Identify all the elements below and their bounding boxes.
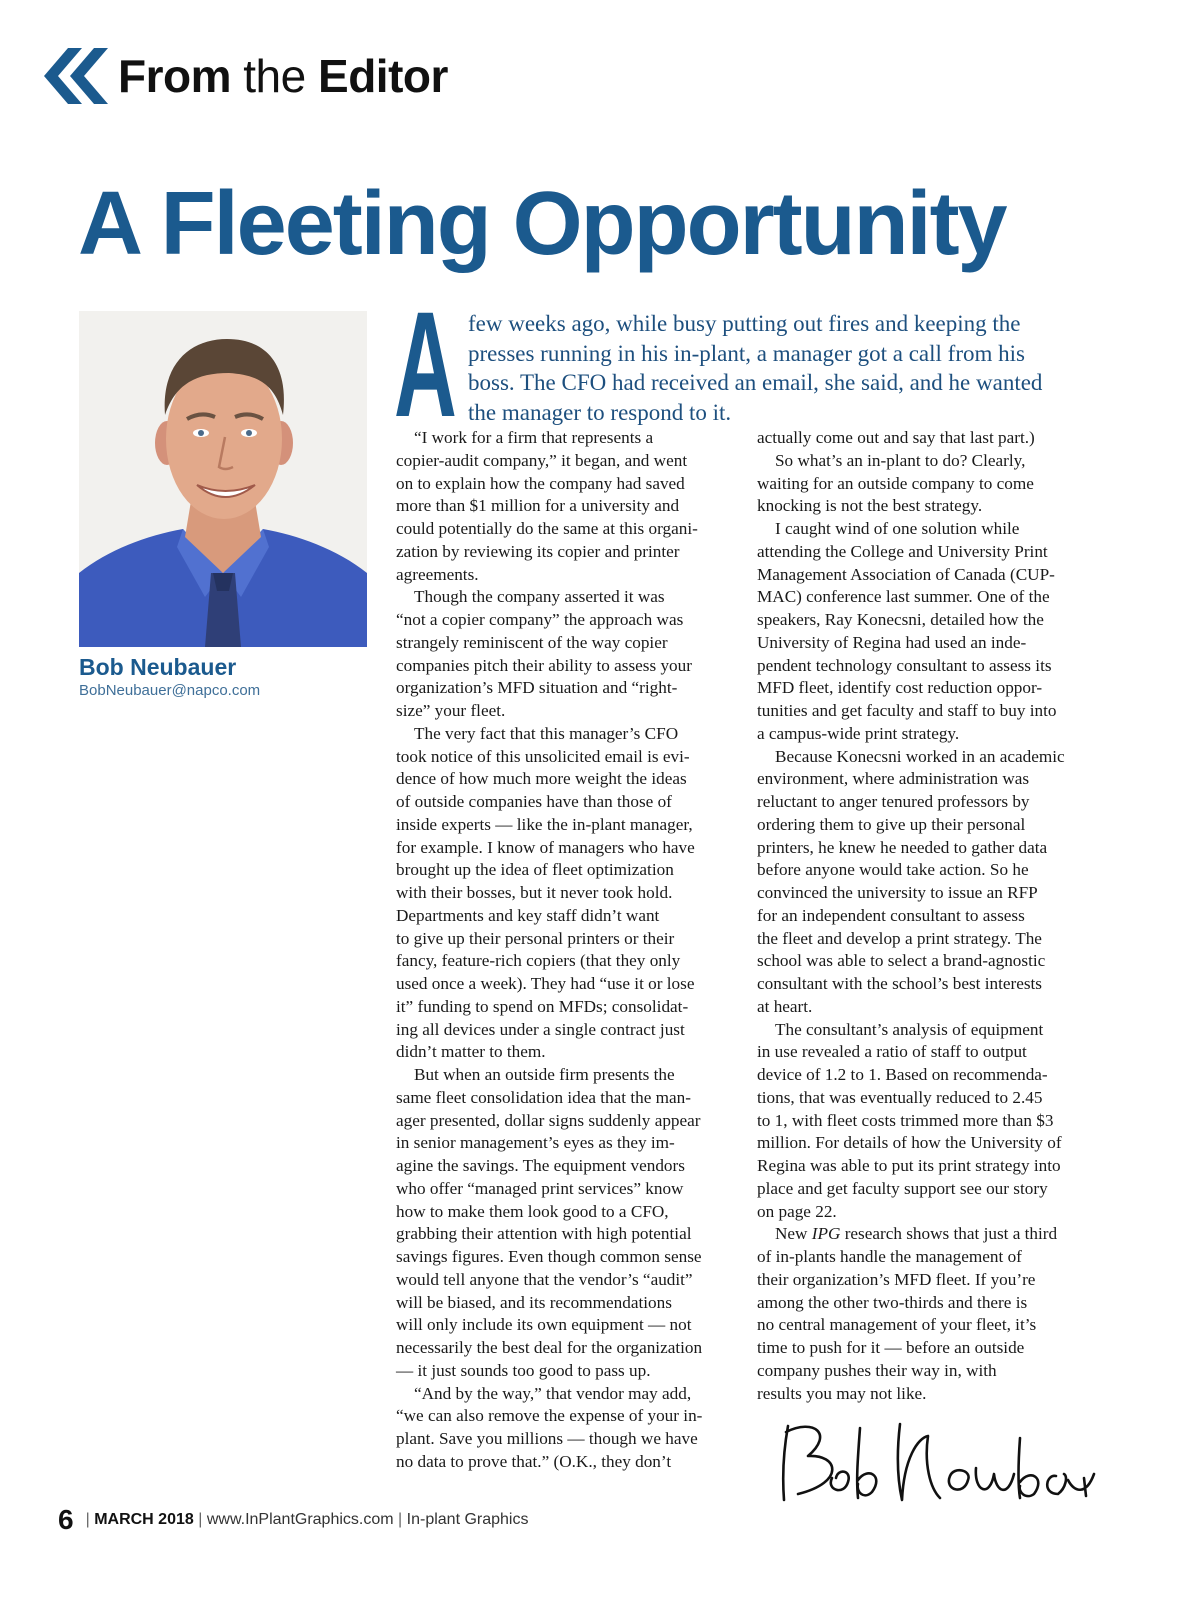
body-text-line: of outside companies have than those of	[396, 792, 672, 811]
body-column-2	[757, 427, 1102, 1405]
body-text-line: convinced the university to issue an RFP	[757, 883, 1038, 902]
body-text-line: before anyone would take action. So he	[757, 860, 1029, 880]
body-text-line: University of Regina had used an inde-	[757, 632, 1027, 652]
body-text-line: who offer “managed print services” know	[396, 1178, 684, 1198]
body-text-line: environment, where administration was	[757, 769, 1030, 789]
body-text-line: in senior management’s eyes as they im-	[396, 1133, 675, 1153]
body-text-line: size” your fleet.	[396, 701, 506, 720]
body-text-line: MAC) conference last summer. One of the	[757, 587, 1050, 607]
intro-line: few weeks ago, while busy putting out fires and keeping the	[468, 311, 1021, 336]
body-text-line: The consultant’s analysis of equipment	[775, 1019, 1044, 1039]
body-text-line: agine the savings. The equipment vendors	[396, 1156, 685, 1175]
body-text-line: attending the College and University Print	[757, 541, 1048, 561]
body-text-line: fancy, feature-rich copiers (that they only	[396, 951, 681, 971]
body-text-line: used once a week). They had “use it or lose	[396, 974, 695, 993]
body-text-line: in use revealed a ratio of staff to output	[757, 1042, 1027, 1062]
page-number: 6	[58, 1504, 74, 1535]
body-text-line: consultant with the school’s best interests	[757, 974, 1042, 993]
body-text-line: more than $1 million for a university and	[396, 496, 680, 516]
body-text-line: school was able to select a brand-agnostic	[757, 951, 1046, 971]
body-text-line: knocking is not the best strategy.	[757, 496, 983, 516]
body-text-line: how to make them look good to a CFO,	[396, 1201, 669, 1221]
website-link[interactable]: www.InPlantGraphics.com	[206, 1511, 394, 1528]
body-text-line: strangely reminiscent of the way copier	[396, 632, 668, 652]
intro-line: the manager to respond to it.	[468, 399, 732, 425]
body-text-line: their organization’s MFD fleet. If you’re	[757, 1269, 1036, 1289]
body-text-line: — it just sounds too good to pass up.	[396, 1360, 651, 1380]
footer-separator: |	[85, 1511, 90, 1528]
body-text-line: actually come out and say that last part.)	[757, 428, 1035, 447]
body-text-line: place and get faculty support see our story	[757, 1178, 1048, 1198]
body-text-line: took notice of this unsolicited email is evi-	[396, 746, 690, 766]
body-text-line: Though the company asserted it was	[414, 587, 665, 607]
body-column-1	[396, 427, 736, 1474]
body-text-line: among the other two-thirds and there is	[757, 1292, 1028, 1312]
body-text-line: tunities and get faculty and staff to buy into	[757, 701, 1057, 720]
body-text-line: the fleet and develop a print strategy. The	[757, 928, 1042, 948]
body-text-line: waiting for an outside company to come	[757, 473, 1034, 493]
publication-name: In-plant Graphics	[406, 1511, 529, 1528]
section-header	[42, 46, 448, 106]
body-text-line: Because Konecsni worked in an academic	[775, 746, 1065, 766]
body-text-line: copier-audit company,” it began, and went	[396, 450, 688, 470]
body-text-line: a campus-wide print strategy.	[757, 723, 960, 743]
body-text-line: for example. I know of managers who have	[396, 837, 695, 857]
drop-cap: A	[394, 280, 457, 448]
body-text-line: million. For details of how the University of	[757, 1133, 1062, 1153]
body-text-line: ing all devices under a single contract just	[396, 1019, 685, 1039]
body-text-line: on to explain how the company had saved	[396, 473, 685, 493]
body-text-line: time to push for it — before an outside	[757, 1338, 1025, 1357]
body-text-line: device of 1.2 to 1. Based on recommenda-	[757, 1065, 1048, 1084]
body-text-line: savings figures. Even though common sense	[396, 1247, 702, 1266]
author-photo	[79, 311, 367, 647]
footer-separator: |	[198, 1511, 203, 1528]
body-text-line: would tell anyone that the vendor’s “audit”	[396, 1269, 693, 1289]
body-text-line: Regina was able to put its print strategy into	[757, 1156, 1061, 1175]
body-text-line: speakers, Ray Konecsni, detailed how the	[757, 610, 1044, 629]
author-signature	[768, 1418, 1098, 1508]
body-text-line: MFD fleet, identify cost reduction oppor-	[757, 678, 1043, 698]
body-text-line: The very fact that this manager’s CFO	[414, 723, 679, 743]
body-text-line: will be biased, and its recommendations	[396, 1292, 672, 1312]
body-text-line: dence of how much more weight the ideas	[396, 769, 687, 789]
page-footer	[58, 1498, 528, 1542]
article-intro	[468, 309, 1108, 427]
body-text-line: Management Association of Canada (CUP-	[757, 564, 1055, 584]
body-text-line: results you may not like.	[757, 1383, 927, 1403]
body-text-line: necessarily the best deal for the organization	[396, 1338, 703, 1357]
body-text-line: “we can also remove the expense of your in-	[396, 1406, 703, 1426]
body-text-line: ager presented, dollar signs suddenly appear	[396, 1110, 701, 1130]
article-headline: A Fleeting Opportunity	[78, 174, 1006, 274]
body-text-line: it” funding to spend on MFDs; consolidat-	[396, 996, 689, 1016]
author-email[interactable]: BobNeubauer@napco.com	[79, 682, 261, 699]
body-text-line: plant. Save you millions — though we have	[396, 1429, 698, 1448]
body-text-line: agreements.	[396, 564, 479, 584]
intro-line: boss. The CFO had received an email, she said, and he wanted	[468, 370, 1043, 395]
body-text-line: New IPG research shows that just a third	[775, 1224, 1058, 1244]
footer-separator: |	[398, 1511, 403, 1528]
body-text-line: ordering them to give up their personal	[757, 814, 1026, 834]
issue-date: MARCH 2018	[94, 1511, 194, 1528]
body-text-line: “I work for a firm that represents a	[414, 428, 654, 447]
body-text-line: pendent technology consultant to assess its	[757, 655, 1052, 675]
author-name: Bob Neubauer	[79, 654, 237, 680]
double-chevron-left-icon	[42, 48, 110, 104]
body-text-line: with their bosses, but it never took hold.	[396, 883, 673, 902]
body-text-line: company pushes their way in, with	[757, 1360, 997, 1380]
body-text-line: So what’s an in-plant to do? Clearly,	[775, 450, 1026, 470]
intro-line: presses running in his in-plant, a manager got a call from his	[468, 340, 1025, 366]
body-text-line: didn’t matter to them.	[396, 1042, 546, 1062]
body-text-line: printers, he knew he needed to gather data	[757, 837, 1048, 857]
body-text-line: inside experts — like the in-plant manager,	[396, 814, 693, 834]
body-text-line: same fleet consolidation idea that the man-	[396, 1087, 691, 1107]
body-text-line: organization’s MFD situation and “right-	[396, 678, 678, 698]
body-text-line: zation by reviewing its copier and printer	[396, 541, 680, 561]
body-text-line: on page 22.	[757, 1201, 837, 1221]
section-title: From the Editor	[118, 50, 448, 102]
body-text-line: to give up their personal printers or their	[396, 928, 675, 948]
body-text-line: “not a copier company” the approach was	[396, 610, 684, 629]
body-text-line: brought up the idea of fleet optimization	[396, 860, 674, 880]
body-text-line: could potentially do the same at this organi-	[396, 519, 698, 538]
body-text-line: Departments and key staff didn’t want	[396, 905, 660, 925]
body-text-line: no central management of your fleet, it’s	[757, 1315, 1037, 1335]
body-text-line: companies pitch their ability to assess your	[396, 655, 692, 675]
body-text-line: at heart.	[757, 996, 813, 1016]
body-text-line: “And by the way,” that vendor may add,	[414, 1383, 692, 1403]
body-text-line: no data to prove that.” (O.K., they don’t	[396, 1451, 672, 1471]
body-text-line: But when an outside firm presents the	[414, 1065, 675, 1084]
body-text-line: tions, that was eventually reduced to 2.45	[757, 1087, 1043, 1107]
body-text-line: will only include its own equipment — not	[396, 1315, 692, 1335]
body-text-line: grabbing their attention with high potential	[396, 1224, 692, 1244]
body-text-line: of in-plants handle the management of	[757, 1247, 1022, 1266]
body-text-line: reluctant to anger tenured professors by	[757, 792, 1030, 811]
body-text-line: I caught wind of one solution while	[775, 519, 1020, 538]
body-text-line: to 1, with fleet costs trimmed more than $3	[757, 1110, 1054, 1130]
body-text-line: for an independent consultant to assess	[757, 905, 1025, 925]
